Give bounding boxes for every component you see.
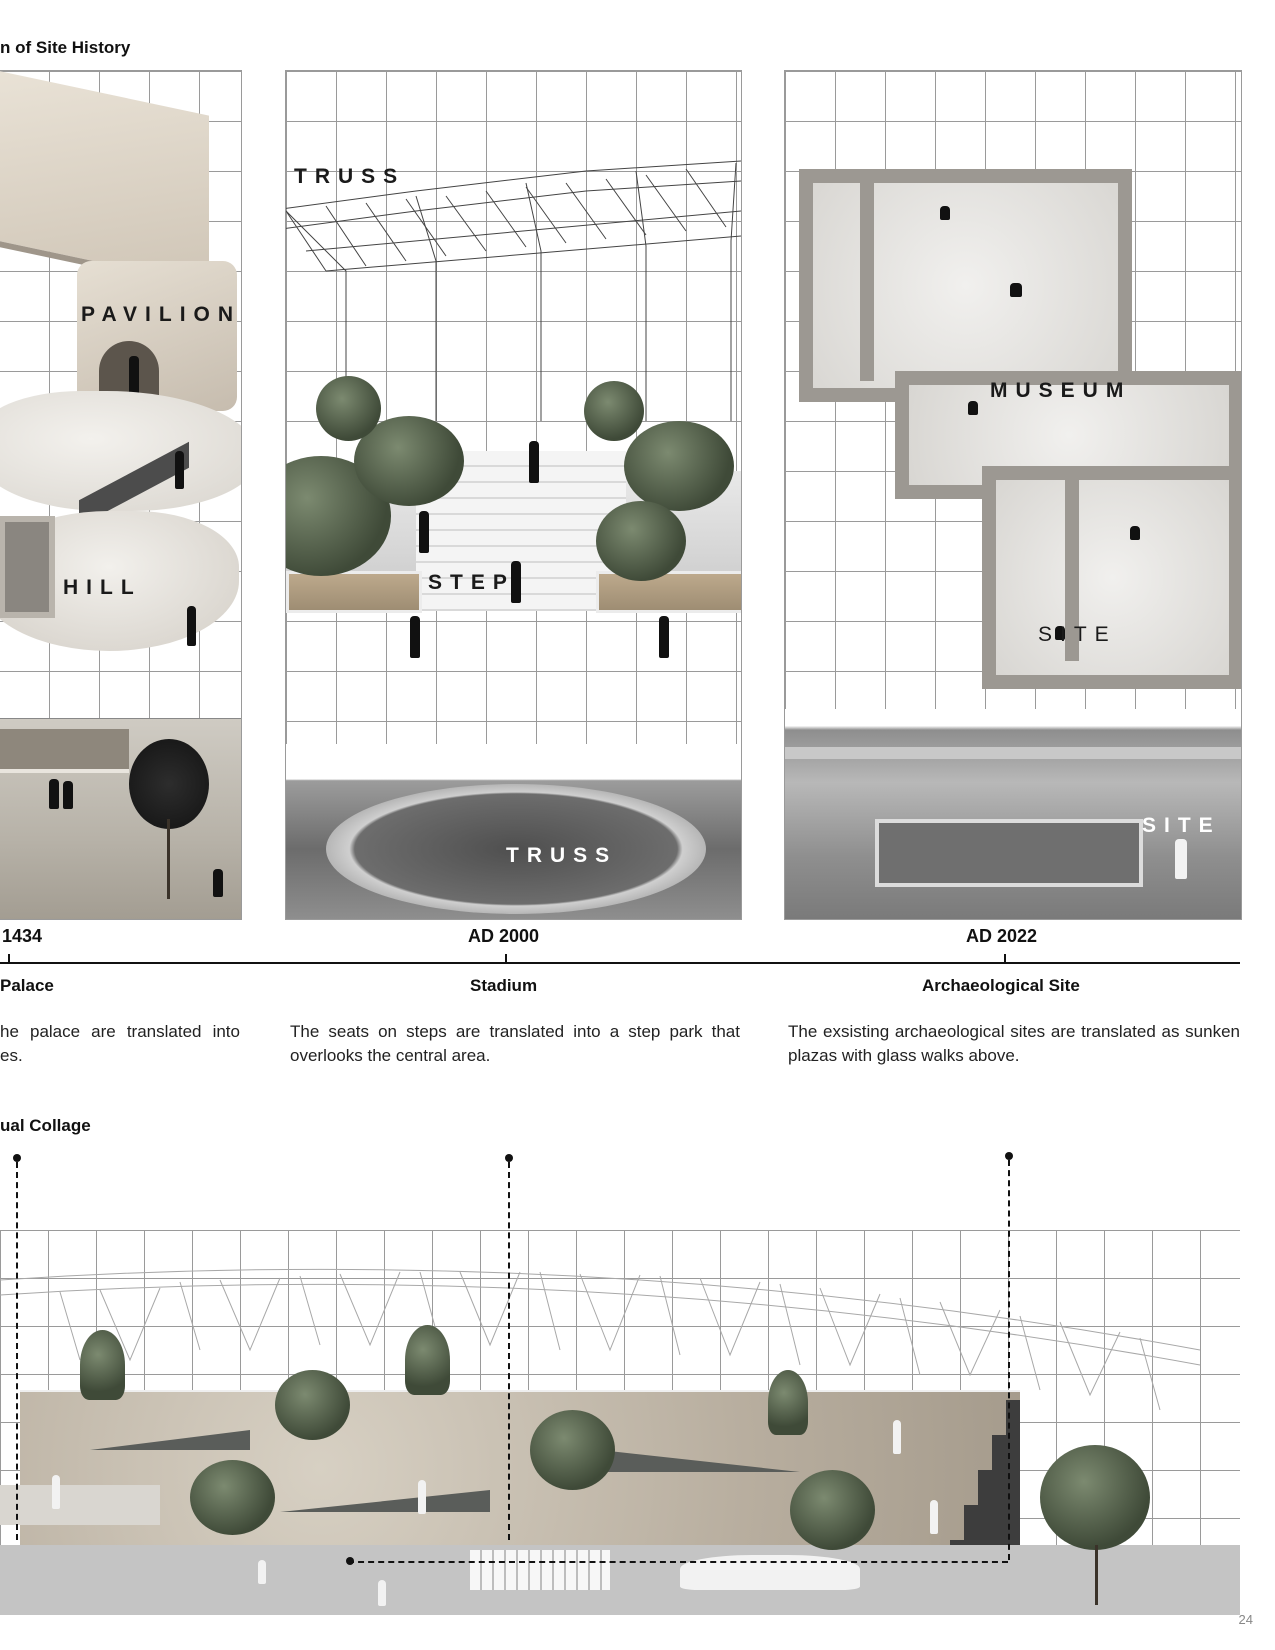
pine-trunk bbox=[167, 819, 170, 899]
tree-icon bbox=[1040, 1445, 1150, 1550]
tree-icon bbox=[316, 376, 381, 441]
tree-icon bbox=[624, 421, 734, 511]
timeline-description: The seats on steps are translated into a step park that overlooks the central area. bbox=[290, 1022, 740, 1065]
timeline-year: 1434 bbox=[2, 926, 43, 946]
planter bbox=[596, 571, 742, 613]
label-truss-bottom: TRUSS bbox=[506, 844, 618, 867]
palace-wall bbox=[0, 729, 129, 773]
planter bbox=[286, 571, 422, 613]
panel-palace bbox=[0, 70, 242, 920]
panel-stadium bbox=[285, 70, 742, 920]
person-figure bbox=[968, 401, 978, 415]
person-figure bbox=[418, 1480, 426, 1514]
label-site-photo: SITE bbox=[1142, 814, 1221, 837]
label-museum: MUSEUM bbox=[990, 379, 1132, 402]
person-figure bbox=[378, 1580, 386, 1606]
conifer-icon bbox=[80, 1330, 125, 1400]
marker-dot bbox=[505, 1154, 513, 1162]
person-figure bbox=[529, 441, 539, 483]
timeline-era: Stadium bbox=[470, 976, 538, 995]
step-section bbox=[470, 1550, 610, 1590]
label-truss-top: TRUSS bbox=[294, 165, 406, 188]
timeline-era: Archaeological Site bbox=[922, 976, 1080, 995]
sunken-plaza-lower bbox=[982, 466, 1242, 689]
person-figure bbox=[659, 616, 669, 658]
timeline-axis bbox=[0, 962, 1240, 964]
marker-line bbox=[508, 1162, 510, 1540]
marker-dot bbox=[13, 1154, 21, 1162]
marker-dot bbox=[346, 1557, 354, 1565]
sunken-plaza-upper bbox=[799, 169, 1132, 402]
excavation-trench bbox=[875, 819, 1143, 887]
person-figure bbox=[419, 511, 429, 553]
palace-painting bbox=[0, 718, 241, 919]
person-figure bbox=[410, 616, 420, 658]
label-step: STEP bbox=[428, 571, 515, 594]
person-figure bbox=[1175, 839, 1187, 879]
tree-icon bbox=[584, 381, 644, 441]
person-figure bbox=[258, 1560, 266, 1584]
timeline-year: AD 2022 bbox=[966, 926, 1038, 946]
timeline-tick bbox=[1004, 954, 1006, 962]
tree-icon bbox=[790, 1470, 875, 1550]
excavation-photo bbox=[785, 709, 1241, 919]
marker-dot bbox=[1005, 1152, 1013, 1160]
person-figure bbox=[175, 451, 184, 489]
tree-icon bbox=[190, 1460, 275, 1535]
timeline-year: AD 2000 bbox=[468, 926, 540, 946]
person-figure bbox=[1130, 526, 1140, 540]
person-figure bbox=[52, 1475, 60, 1509]
timeline-tick bbox=[505, 954, 507, 962]
pavilion-roof-section bbox=[0, 1485, 160, 1525]
section-title-site-history: n of Site History bbox=[0, 38, 131, 57]
stadium-photo bbox=[286, 744, 741, 919]
timeline-tick bbox=[8, 954, 10, 962]
label-pavilion: PAVILION bbox=[81, 303, 242, 326]
stand-edge bbox=[785, 747, 1241, 759]
person-figure bbox=[129, 356, 139, 396]
label-site-plan: SITE bbox=[1038, 623, 1117, 646]
timeline-description: he palace are translated into es. bbox=[0, 1022, 240, 1065]
panel-archaeological-site bbox=[784, 70, 1242, 920]
stone-gate bbox=[0, 516, 55, 618]
tree-icon bbox=[596, 501, 686, 581]
section-title-collage: ual Collage bbox=[0, 1116, 91, 1135]
tree-trunk bbox=[1095, 1545, 1098, 1605]
page-number: 24 bbox=[1238, 1612, 1253, 1627]
conceptual-collage-section bbox=[0, 1230, 1240, 1615]
marker-line bbox=[1008, 1160, 1010, 1560]
pine-tree-icon bbox=[129, 739, 209, 829]
person-figure bbox=[49, 779, 59, 809]
marker-baseline bbox=[348, 1561, 1008, 1563]
person-figure bbox=[893, 1420, 901, 1454]
person-figure bbox=[213, 869, 223, 897]
marker-line bbox=[16, 1162, 18, 1540]
timeline-era: Palace bbox=[0, 976, 54, 995]
conifer-icon bbox=[768, 1370, 808, 1435]
person-figure bbox=[187, 606, 196, 646]
person-figure bbox=[63, 781, 73, 809]
person-figure bbox=[930, 1500, 938, 1534]
tree-icon bbox=[530, 1410, 615, 1490]
person-figure bbox=[1010, 283, 1022, 297]
person-figure bbox=[940, 206, 950, 220]
ground-plane bbox=[0, 1545, 1240, 1615]
plaza-divider bbox=[860, 181, 874, 381]
tree-icon bbox=[275, 1370, 350, 1440]
label-hill: HILL bbox=[63, 576, 142, 599]
conifer-icon bbox=[405, 1325, 450, 1395]
timeline-description: The exsisting archaeological sites are translated as sunken plazas with glass walks above. bbox=[788, 1022, 1240, 1065]
pavilion-roof-block bbox=[0, 71, 209, 292]
